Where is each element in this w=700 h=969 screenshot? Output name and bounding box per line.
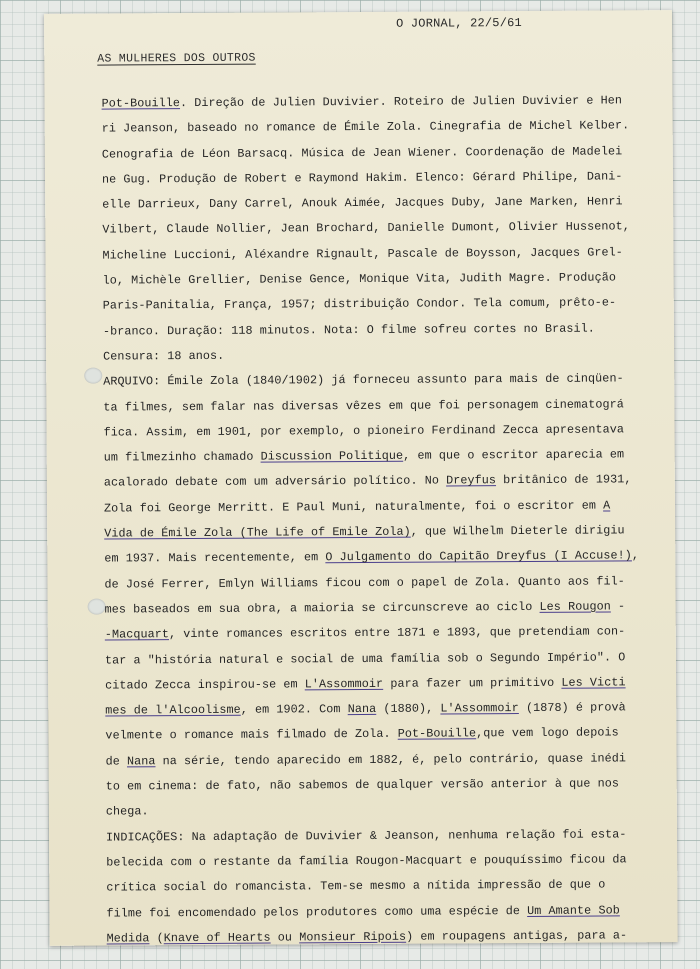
text-segment: Censura: 18 anos. bbox=[103, 348, 225, 364]
text-segment: (1880), bbox=[376, 701, 441, 717]
text-segment: , que Wilhelm Dieterle dirigiu bbox=[410, 523, 625, 539]
underlined-title: Nana bbox=[126, 753, 156, 769]
text-line bbox=[104, 493, 664, 522]
text-segment: para fazer um primitivo bbox=[383, 675, 562, 691]
text-segment: velmente o romance mais filmado de Zola. bbox=[105, 727, 398, 743]
text-segment: um filmezinho chamado bbox=[103, 449, 261, 465]
underlined-title: -Macquart bbox=[104, 627, 170, 642]
text-line bbox=[104, 518, 664, 547]
article-title: AS MULHERES DOS OUTROS bbox=[97, 51, 256, 66]
text-segment: , vinte romances escritos entre 1871 e 1893, que pretendiam con- bbox=[168, 624, 626, 642]
text-segment: em 1937. Mais recentemente, em bbox=[104, 550, 326, 566]
text-segment: ne Gug. Produção de Robert e Raymond Hakim. Elenco: Gérard Philipe, Dani- bbox=[101, 169, 623, 187]
text-segment: to em cinema: de fato, não sabemos de qualquer versão anterior à que nos bbox=[105, 776, 620, 794]
text-line bbox=[106, 771, 666, 800]
text-segment: Micheline Luccioni, Aléxandre Rignault, Pascale de Boysson, Jacques Grel- bbox=[102, 245, 623, 263]
text-segment: - bbox=[610, 599, 626, 614]
text-segment: acalorado debate com um adversário político. No bbox=[103, 473, 447, 491]
text-line bbox=[106, 796, 666, 825]
underlined-title: O Julgamento do Capitão Dreyfus (I Accuse!) bbox=[325, 548, 632, 565]
text-line bbox=[102, 189, 662, 218]
text-segment: Zola foi George Merritt. E Paul Muni, naturalmente, foi o escritor em bbox=[103, 498, 604, 516]
text-segment: ARQUIVO: Émile Zola (1840/1902) já forneceu assunto para mais de cinqüen- bbox=[103, 371, 624, 389]
text-segment: ou bbox=[270, 930, 300, 945]
text-segment: fica. Assim, em 1901, por exemplo, o pioneiro Ferdinand Zecca apresentava bbox=[103, 422, 625, 440]
text-line bbox=[105, 619, 665, 648]
text-line bbox=[104, 569, 664, 598]
article-body bbox=[101, 88, 666, 951]
text-segment: ta filmes, sem falar nas diversas vêzes em que foi personagem cinematográ bbox=[103, 396, 624, 415]
text-line bbox=[106, 898, 666, 927]
underlined-title: Vida de Émile Zola (The Life of Emile Zola) bbox=[104, 524, 411, 541]
text-segment: , em 1902. Com bbox=[240, 702, 348, 717]
text-line bbox=[107, 923, 667, 952]
text-segment: crítica social do romancista. Tem-se mesmo a nítida impressão de que o bbox=[106, 877, 606, 895]
text-segment: ) em roupagens antigas, para a- bbox=[406, 928, 628, 944]
underlined-title: Dreyfus bbox=[446, 473, 497, 488]
text-line bbox=[105, 695, 665, 724]
text-segment: , bbox=[631, 548, 640, 563]
text-line bbox=[103, 417, 663, 446]
text-segment: . Direção de Julien Duvivier. Roteiro de Julien Duvivier e Hen bbox=[179, 93, 623, 111]
text-line bbox=[102, 113, 662, 142]
underlined-title: Um Amante Sob bbox=[527, 902, 620, 918]
text-line bbox=[103, 341, 663, 370]
newspaper-source: O JORNAL, 22/5/61 bbox=[396, 15, 522, 31]
text-line bbox=[105, 721, 665, 750]
text-segment: lo, Michèle Grellier, Denise Gence, Monique Vita, Judith Magre. Produção bbox=[102, 270, 616, 288]
text-line bbox=[103, 316, 663, 345]
underlined-title: Les Victi bbox=[561, 675, 626, 690]
underlined-title: L'Assommoir bbox=[304, 676, 384, 692]
text-segment: ri Jeanson, baseado no romance de Émile Zola. Cinegrafia de Michel Kelber. bbox=[101, 118, 630, 136]
text-line bbox=[103, 291, 663, 320]
text-segment: citado Zecca inspirou-se em bbox=[105, 677, 305, 693]
text-line bbox=[106, 847, 666, 876]
underlined-title: Pot-Bouille bbox=[101, 96, 181, 111]
underlined-title: Pot-Bouille bbox=[397, 726, 477, 742]
text-line bbox=[102, 215, 662, 244]
text-line bbox=[105, 746, 665, 775]
text-line bbox=[105, 594, 665, 623]
typewritten-page bbox=[44, 10, 678, 946]
text-segment: elle Darrieux, Dany Carrel, Anouk Aimée, Jacques Duby, Jane Marken, Henri bbox=[102, 194, 623, 212]
underlined-title: Monsieur Ripois bbox=[299, 929, 407, 945]
underlined-title: Les Rougon bbox=[539, 599, 611, 614]
text-line bbox=[102, 139, 662, 168]
text-segment: Paris-Panitalia, França, 1957; distribuição Condor. Tela comum, prêto-e- bbox=[102, 295, 617, 313]
text-segment: chega. bbox=[105, 804, 149, 819]
text-segment: mes baseados em sua obra, a maioria se circunscreve ao ciclo bbox=[104, 599, 540, 617]
text-line bbox=[105, 670, 665, 699]
punch-hole-upper bbox=[84, 368, 102, 384]
text-segment: tar a "história natural e social de uma família sob o Segundo Império". O bbox=[104, 649, 626, 668]
text-line bbox=[104, 543, 664, 572]
text-line bbox=[103, 366, 663, 395]
text-segment: de José Ferrer, Emlyn Williams ficou com o papel de Zola. Quanto aos fil- bbox=[104, 574, 625, 592]
text-line bbox=[102, 164, 662, 193]
underlined-title: mes de l'Alcoolisme bbox=[105, 702, 241, 718]
text-segment: Cenografia de Léon Barsacq. Música de Jean Wiener. Coordenação de Madelei bbox=[101, 143, 623, 162]
text-segment: (1878) é provà bbox=[518, 700, 626, 716]
text-line bbox=[106, 872, 666, 901]
underlined-title: Discussion Politique bbox=[260, 448, 404, 464]
text-line bbox=[102, 240, 662, 269]
underlined-title: L'Assommoir bbox=[440, 701, 519, 716]
text-segment: -branco. Duração: 118 minutos. Nota: O filme sofreu cortes no Brasil. bbox=[102, 321, 595, 339]
text-segment: de bbox=[105, 754, 128, 769]
text-line bbox=[101, 88, 661, 117]
text-segment: britânico de 1931, bbox=[495, 472, 632, 488]
text-segment: , em que o escritor aparecia em bbox=[403, 447, 625, 463]
text-segment: filme foi encomendado pelos produtores como uma espécie de bbox=[106, 903, 528, 921]
text-line bbox=[105, 645, 665, 674]
underlined-title: Knave of Hearts bbox=[163, 930, 271, 946]
text-segment: na série, tendo aparecido em 1882, é, pelo contrário, quase inédi bbox=[155, 751, 627, 768]
text-segment: Vilbert, Claude Nollier, Jean Brochard, Danielle Dumont, Olivier Hussenot, bbox=[102, 219, 630, 238]
text-segment: belecida com o restante da família Rougon-Macquart e pouquíssimo ficou da bbox=[106, 852, 627, 870]
underlined-title: A bbox=[603, 498, 611, 513]
underlined-title: Medida bbox=[106, 931, 150, 946]
underlined-title: Nana bbox=[347, 702, 377, 717]
text-line bbox=[104, 442, 664, 471]
text-line bbox=[103, 392, 663, 421]
text-line bbox=[104, 468, 664, 497]
text-segment: ,que vem logo depois bbox=[476, 725, 619, 741]
punch-hole-lower bbox=[88, 599, 106, 615]
text-line bbox=[103, 265, 663, 294]
text-segment: ( bbox=[149, 931, 164, 946]
text-line bbox=[106, 822, 666, 851]
text-segment: INDICAÇÕES: Na adaptação de Duvivier & Jeanson, nenhuma relação foi esta- bbox=[105, 826, 627, 845]
